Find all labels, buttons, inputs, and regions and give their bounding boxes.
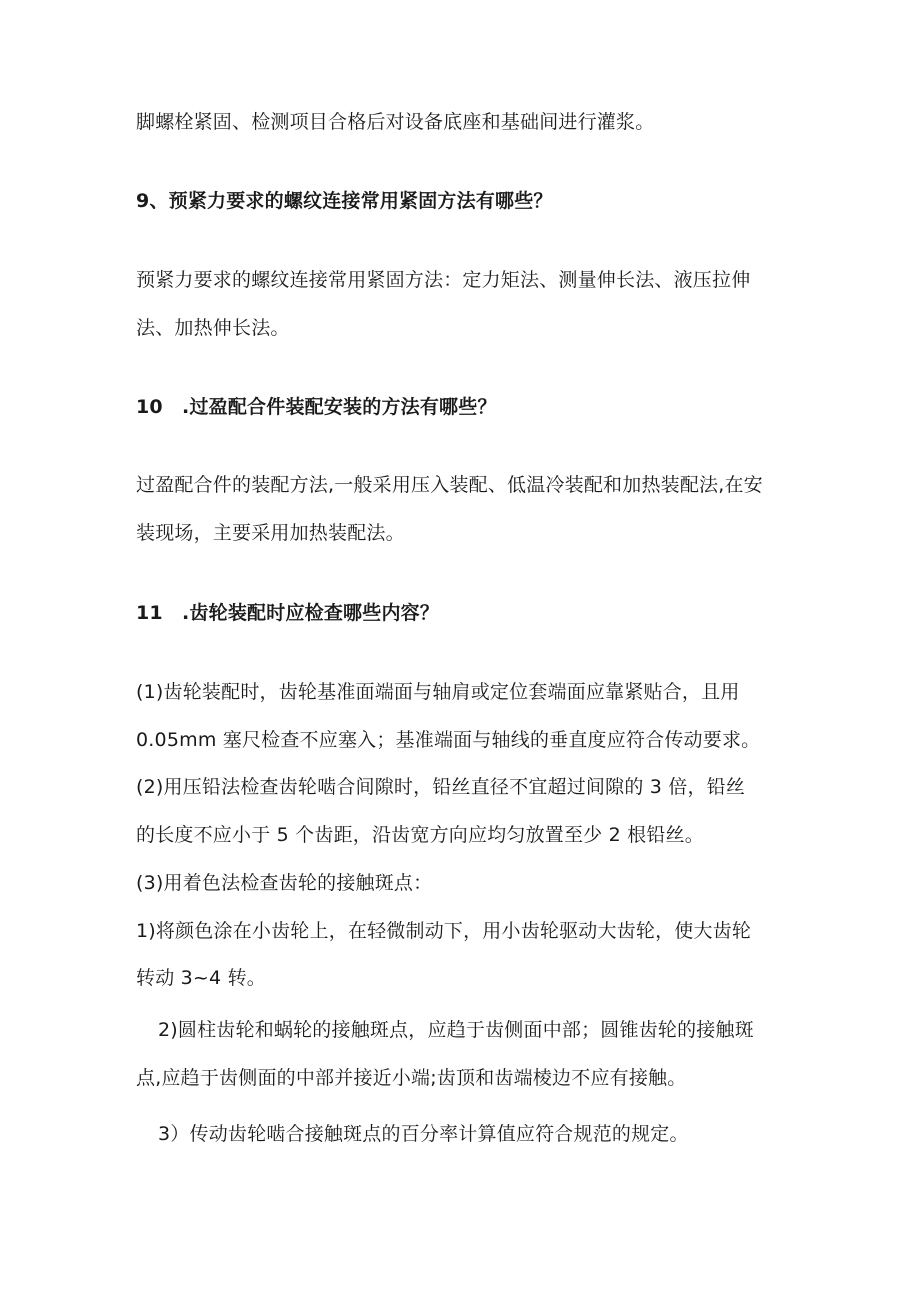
paragraph-line: 预紧力要求的螺纹连接常用紧固方法：定力矩法、测量伸长法、液压拉伸 bbox=[136, 269, 751, 291]
paragraph-line: 法、加热伸长法。 bbox=[136, 317, 290, 339]
paragraph-line: 3）传动齿轮啮合接触斑点的百分率计算值应符合规范的规定。 bbox=[158, 1123, 689, 1145]
paragraph-line: 的长度不应小于 5 个齿距，沿齿宽方向应均匀放置至少 2 根铅丝。 bbox=[136, 824, 704, 846]
question-heading-10: 10 .过盈配合件装配安装的方法有哪些？ bbox=[136, 396, 497, 418]
question-heading-9: 9、预紧力要求的螺纹连接常用紧固方法有哪些？ bbox=[136, 190, 553, 212]
paragraph-line: 1)将颜色涂在小齿轮上，在轻微制动下，用小齿轮驱动大齿轮，使大齿轮 bbox=[136, 920, 752, 942]
paragraph-line: (2)用压铅法检查齿轮啮合间隙时，铅丝直径不宜超过间隙的 3 倍，铅丝 bbox=[136, 776, 746, 798]
paragraph-line: (1)齿轮装配时，齿轮基准面端面与轴肩或定位套端面应靠紧贴合，且用 bbox=[136, 681, 740, 703]
paragraph-line: 转动 3~4 转。 bbox=[136, 967, 266, 989]
paragraph-line: 过盈配合件的装配方法,一般采用压入装配、低温冷装配和加热装配法,在安 bbox=[136, 474, 763, 496]
paragraph-line: 2)圆柱齿轮和蜗轮的接触斑点，应趋于齿侧面中部；圆锥齿轮的接触斑 bbox=[158, 1019, 754, 1041]
paragraph-line: 脚螺栓紧固、检测项目合格后对设备底座和基础间进行灌浆。 bbox=[136, 111, 655, 133]
paragraph-line: (3)用着色法检查齿轮的接触斑点： bbox=[136, 872, 433, 894]
paragraph-line: 装现场，主要采用加热装配法。 bbox=[136, 522, 405, 544]
paragraph-line: 点,应趋于齿侧面的中部并接近小端;齿顶和齿端棱边不应有接触。 bbox=[136, 1067, 687, 1089]
question-heading-11: 11 .齿轮装配时应检查哪些内容？ bbox=[136, 602, 440, 624]
paragraph-line: 0.05mm 塞尺检查不应塞入；基准端面与轴线的垂直度应符合传动要求。 bbox=[136, 729, 761, 751]
